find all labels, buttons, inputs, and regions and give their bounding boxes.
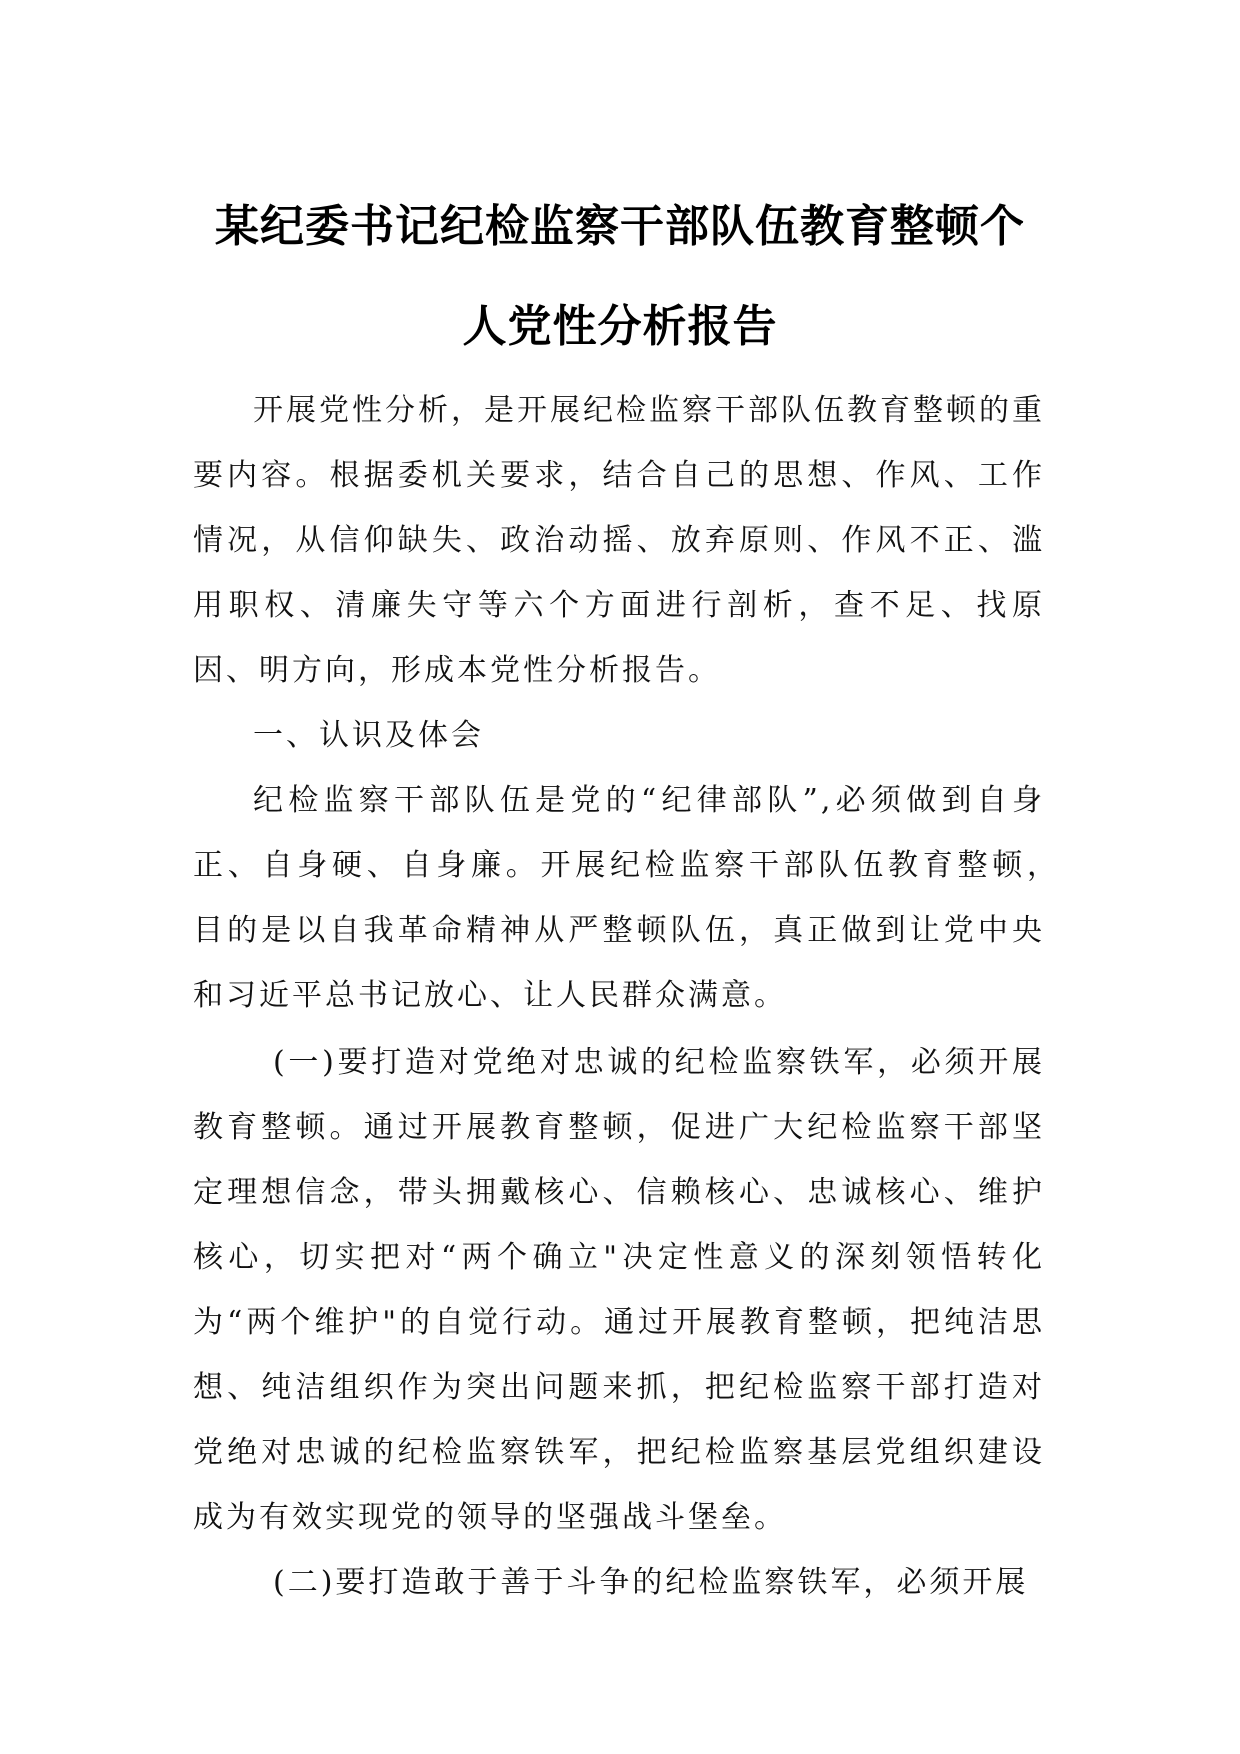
subsection-paragraph-1: (一)要打造对党绝对忠诚的纪检监察铁军，必须开展教育整顿。通过开展教育整顿，促进广大纪检监察干部坚定理想信念，带头拥戴核心、信赖核心、忠诚核心、维护核心，切实把对“两个确立"决定性意义的深刻领悟转化为“两个维护"的自觉行动。通过开展教育整顿，把纯洁思想、纯洁组织作为突出问题来抓，把纪检监察干部打造对党绝对忠诚的纪检监察铁军，把纪检监察基层党组织建设成为有效实现党的领导的坚强战斗堡垒。: [193, 1045, 1045, 1535]
subsection-paragraph-2: (二)要打造敢于善于斗争的纪检监察铁军，必须开展: [273, 1565, 1029, 1600]
body-paragraph: 纪检监察干部队伍是党的“纪律部队”,必须做到自身正、自身硬、自身廉。开展纪检监察干部队伍教育整顿， 目的是以自我革命精神从严整顿队伍，真正做到让党中央和习近平总书记放心、让人民群众满意。: [193, 783, 1078, 1013]
section-heading-1: 一、认识及体会: [253, 718, 484, 753]
intro-paragraph: 开展党性分析，是开展纪检监察干部队伍教育整顿的重要内容。根据委机关要求，结合自己的思想、作风、工作情况，从信仰缺失、政治动摇、放弃原则、作风不正、滥用职权、清廉失守等六个方面进行剖析，查不足、找原因、明方向，形成本党性分析报告。: [193, 393, 1045, 688]
document-title-line-2: 人党性分析报告: [462, 301, 778, 352]
document-body: [193, 378, 1078, 1615]
document-title-line-1: 某纪委书记纪检监察干部队伍教育整顿个: [215, 201, 1025, 252]
